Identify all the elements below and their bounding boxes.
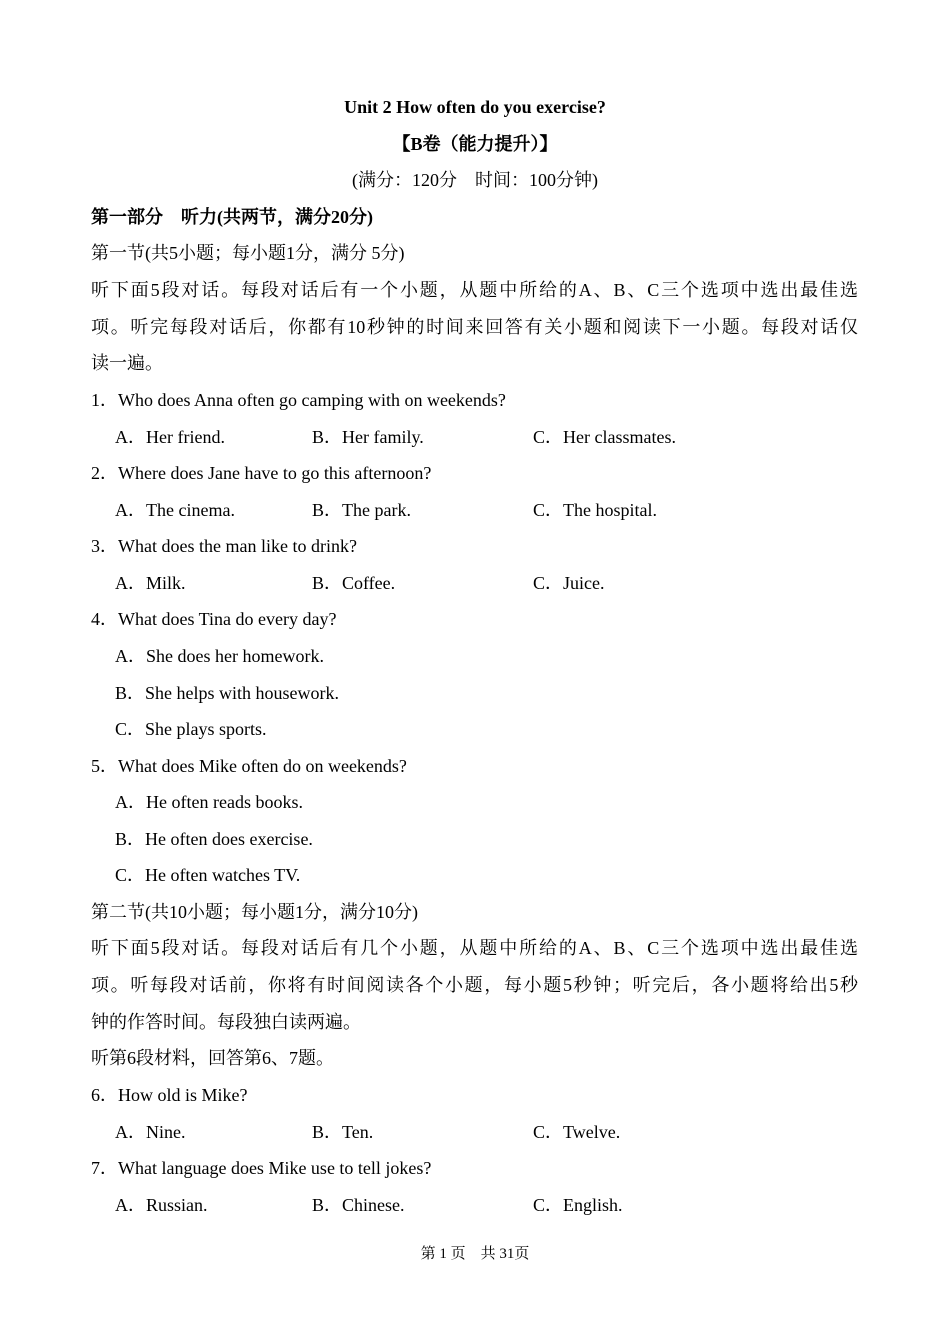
footer-middle: 页 共 <box>450 1246 496 1262</box>
option-a: A．Her friend. <box>115 427 225 447</box>
question-stem: 1．Who does Anna often go camping with on weekends? <box>91 390 506 410</box>
option-c: C．Her classmates. <box>533 427 676 447</box>
option-b: B．He often does exercise. <box>115 829 313 849</box>
section2-instruction-line: 项。听每段对话前，你将有时间阅读各个小题，每小题5秒钟；听完后，各小题将给出5秒 <box>91 975 858 995</box>
option-c: C．He often watches TV. <box>115 865 301 885</box>
total-pages: 31 <box>499 1246 515 1262</box>
question-stem: 6．How old is Mike? <box>91 1085 248 1105</box>
section1-instruction-line: 项。听完每段对话后，你都有10秒钟的时间来回答有关小题和阅读下一小题。每段对话仅 <box>91 317 858 337</box>
option-b: B．Ten. <box>312 1122 374 1142</box>
question-stem: 7．What language does Mike use to tell jokes? <box>91 1158 432 1178</box>
option-c: C．Juice. <box>533 573 605 593</box>
option-b: B．Coffee. <box>312 573 396 593</box>
footer-suffix: 页 <box>514 1246 530 1262</box>
option-b: B．Her family. <box>312 427 424 447</box>
section1-instruction-line: 听下面5段对话。每段对话后有一个小题，从题中所给的A、B、C三个选项中选出最佳选 <box>91 280 858 300</box>
question-stem: 5．What does Mike often do on weekends? <box>91 756 407 776</box>
current-page-number: 1 <box>439 1246 447 1262</box>
question-stem: 3．What does the man like to drink? <box>91 536 357 556</box>
score-and-time: (满分：120分 时间：100分钟) <box>352 170 598 190</box>
page-footer <box>0 1242 950 1266</box>
option-a: A．The cinema. <box>115 500 235 520</box>
paper-version: 【B卷（能力提升）】 <box>392 134 558 154</box>
option-b: B．Chinese. <box>312 1195 405 1215</box>
option-c: C．Twelve. <box>533 1122 621 1142</box>
part1-heading: 第一部分 听力(共两节，满分20分) <box>91 207 373 227</box>
option-a: A．He often reads books. <box>115 792 303 812</box>
footer-prefix: 第 <box>420 1246 436 1262</box>
option-a: A．Milk. <box>115 573 186 593</box>
option-c: C．The hospital. <box>533 500 657 520</box>
option-b: B．The park. <box>312 500 411 520</box>
section2-instruction-line: 钟的作答时间。每段独白读两遍。 <box>91 1012 361 1032</box>
question-stem: 2．Where does Jane have to go this afternoon? <box>91 463 432 483</box>
option-c: C．She plays sports. <box>115 719 267 739</box>
option-a: A．Russian. <box>115 1195 208 1215</box>
option-c: C．English. <box>533 1195 623 1215</box>
document-title: Unit 2 How often do you exercise? <box>344 97 606 117</box>
section2-instruction-line: 听下面5段对话。每段对话后有几个小题，从题中所给的A、B、C三个选项中选出最佳选 <box>91 938 858 958</box>
option-b: B．She helps with housework. <box>115 683 339 703</box>
material-note: 听第6段材料，回答第6、7题。 <box>91 1048 334 1068</box>
section1-instruction-line: 读一遍。 <box>91 353 163 373</box>
section2-heading: 第二节(共10小题；每小题1分，满分10分) <box>91 902 418 922</box>
option-a: A．She does her homework. <box>115 646 324 666</box>
question-stem: 4．What does Tina do every day? <box>91 609 337 629</box>
section1-heading: 第一节(共5小题；每小题1分，满分 5分) <box>91 243 405 263</box>
option-a: A．Nine. <box>115 1122 186 1142</box>
